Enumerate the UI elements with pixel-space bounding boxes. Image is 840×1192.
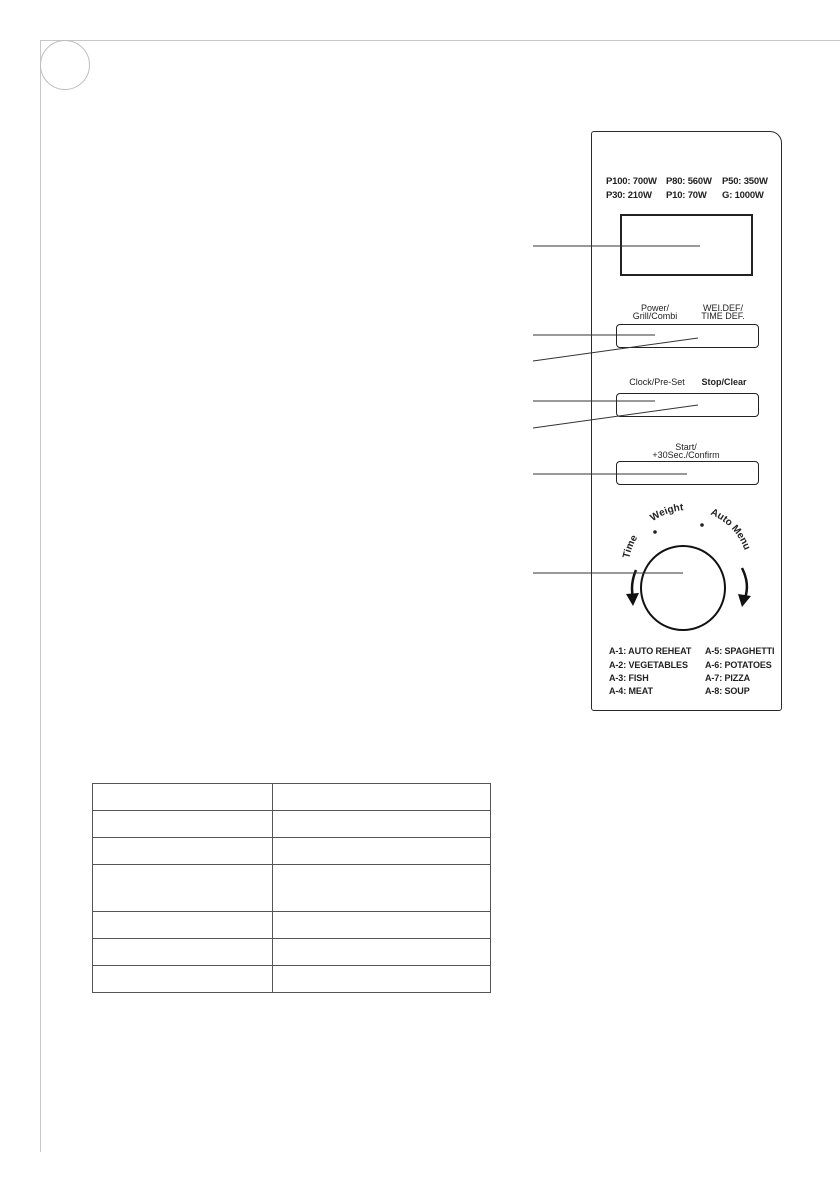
auto-menu-a6: A-6: POTATOES bbox=[705, 660, 772, 670]
auto-menu-a1: A-1: AUTO REHEAT bbox=[609, 646, 692, 656]
power-level-p100: P100: 700W bbox=[606, 176, 657, 187]
dial-time-label: Time bbox=[621, 533, 641, 560]
power-level-p30: P30: 210W bbox=[606, 190, 652, 201]
dial-dot-2 bbox=[700, 523, 704, 527]
time-defrost-label: TIME DEF. bbox=[701, 311, 745, 321]
start-button-bar[interactable] bbox=[616, 461, 759, 485]
dial-auto-menu-label: Auto Menu bbox=[708, 506, 753, 552]
dial-dot-1 bbox=[653, 530, 657, 534]
dial-right-arrowhead-icon bbox=[738, 594, 751, 607]
clock-stop-button-bar[interactable] bbox=[616, 393, 759, 417]
auto-menu-a3: A-3: FISH bbox=[609, 673, 649, 683]
weight-defrost-label: WEI.DEF/ bbox=[703, 303, 743, 313]
power-level-p80: P80: 560W bbox=[666, 176, 712, 187]
table-row bbox=[93, 912, 491, 939]
power-defrost-button-bar[interactable] bbox=[616, 324, 759, 348]
start-button-label: Start/ bbox=[675, 442, 697, 452]
table-row bbox=[93, 838, 491, 865]
stop-clear-label: Stop/Clear bbox=[701, 377, 747, 387]
dial-right-arrow-icon bbox=[742, 568, 747, 598]
power-button-label: Power/ bbox=[640, 303, 669, 313]
svg-text:Weight bbox=[648, 502, 684, 524]
power-level-grill: G: 1000W bbox=[722, 190, 764, 201]
svg-text:Auto Menu bbox=[709, 507, 752, 552]
start-30sec-confirm-label: +30Sec./Confirm bbox=[652, 450, 720, 460]
grill-combi-label: Grill/Combi bbox=[632, 311, 678, 321]
auto-menu-a5: A-5: SPAGHETTI bbox=[705, 646, 775, 656]
table-row bbox=[93, 784, 491, 811]
auto-menu-a7: A-7: PIZZA bbox=[705, 673, 750, 683]
auto-menu-a4: A-4: MEAT bbox=[609, 686, 653, 696]
page-frame-left bbox=[40, 40, 41, 1152]
power-level-p10: P10: 70W bbox=[666, 190, 707, 201]
section-number-circle bbox=[40, 40, 90, 90]
page-frame-top bbox=[40, 40, 840, 41]
spec-table bbox=[92, 783, 491, 993]
dial-weight-label: Weight bbox=[648, 502, 684, 524]
svg-text:Time bbox=[621, 533, 640, 560]
table-row bbox=[93, 811, 491, 838]
table-row bbox=[93, 865, 491, 912]
table-row bbox=[93, 939, 491, 966]
auto-menu-a2: A-2: VEGETABLES bbox=[609, 660, 688, 670]
clock-preset-label: Clock/Pre-Set bbox=[629, 377, 685, 387]
control-knob[interactable] bbox=[640, 545, 726, 631]
power-level-p50: P50: 350W bbox=[722, 176, 768, 187]
auto-menu-a8: A-8: SOUP bbox=[705, 686, 750, 696]
lcd-display bbox=[620, 214, 753, 276]
dial-left-arrowhead-icon bbox=[626, 593, 639, 606]
table-row bbox=[93, 966, 491, 993]
